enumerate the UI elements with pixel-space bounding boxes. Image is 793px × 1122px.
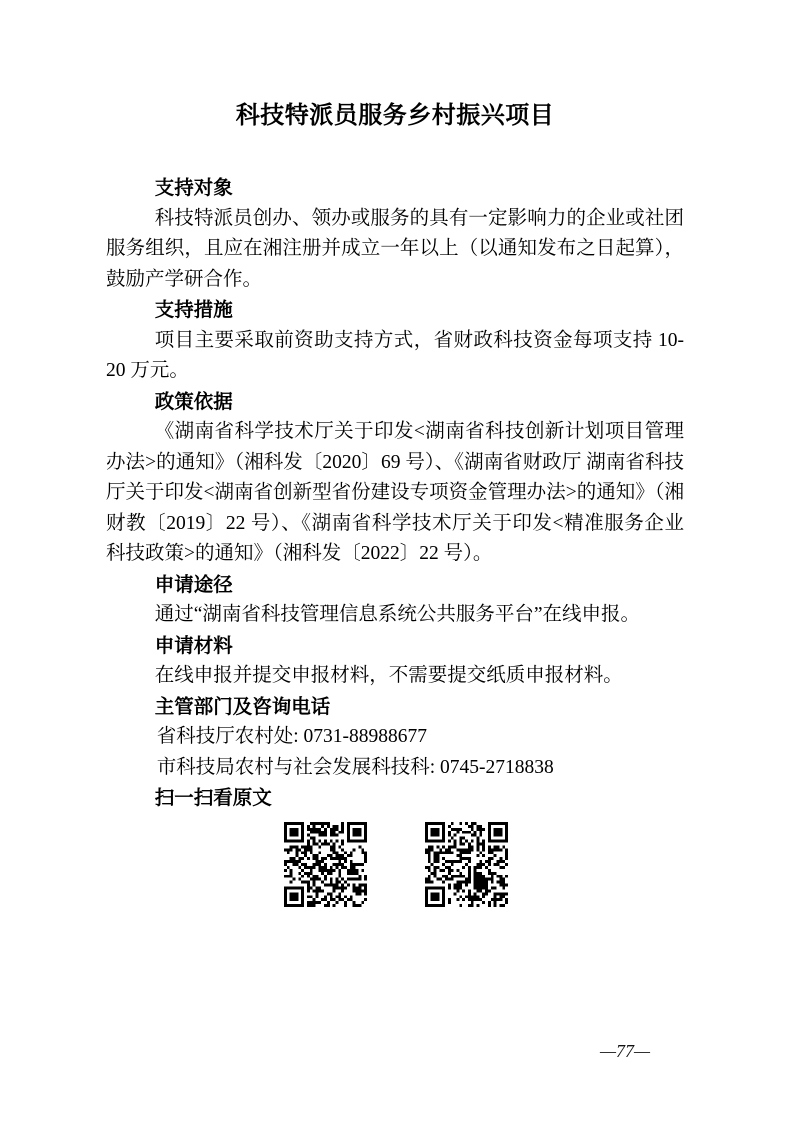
- heading-authority-contacts: 主管部门及咨询电话: [154, 695, 331, 718]
- paragraph-application-materials: 在线申报并提交申报材料，不需要提交纸质申报材料。: [154, 665, 623, 686]
- contact-municipal-phone: 市科技局农村与社会发展科技科: 0745-2718838: [156, 756, 554, 778]
- page-title: 科技特派员服务乡村振兴项目: [235, 103, 555, 129]
- heading-support-measures: 支持措施: [154, 299, 233, 321]
- document-page: [106, 0, 684, 907]
- heading-application-materials: 申请材料: [154, 634, 233, 657]
- heading-support-target: 支持对象: [154, 177, 233, 199]
- paragraph-support-measures: 项目主要采取前资助支持方式，省财政科技资金每项支持 10-20 万元。: [106, 329, 684, 381]
- qr-code-row: [284, 822, 684, 907]
- document-body: [106, 173, 684, 907]
- heading-application-channel: 申请途径: [154, 573, 233, 596]
- qr-code-left: [284, 822, 367, 907]
- qr-code-right: [425, 822, 508, 907]
- heading-scan-original: 扫一扫看原文: [154, 787, 272, 809]
- contact-provincial-phone: 省科技厅农村处: 0731-88988677: [156, 726, 427, 747]
- paragraph-application-channel: 通过“湖南省科技管理信息系统公共服务平台”在线申报。: [154, 604, 641, 625]
- paragraph-support-target: 科技特派员创办、领办或服务的具有一定影响力的企业或社团服务组织，且应在湘注册并成立一年以上（以通知发布之日起算），鼓励产学研合作。: [106, 207, 684, 290]
- heading-policy-basis: 政策依据: [154, 390, 233, 413]
- page-number: —77—: [600, 1041, 651, 1061]
- paragraph-policy-basis: 《湖南省科学技术厅关于印发<湖南省科技创新计划项目管理办法>的通知》（湘科发〔2020〕69 号）、《湖南省财政厅 湖南省科技厅关于印发<湖南省创新型省份建设专项资金管理办法>的通知》（湘财教〔2019〕22 号）、《湖南省科学技术厅关于印发<精准服务企业科技政策>的通知》（湘科发〔2022〕22 号）。: [106, 421, 684, 564]
